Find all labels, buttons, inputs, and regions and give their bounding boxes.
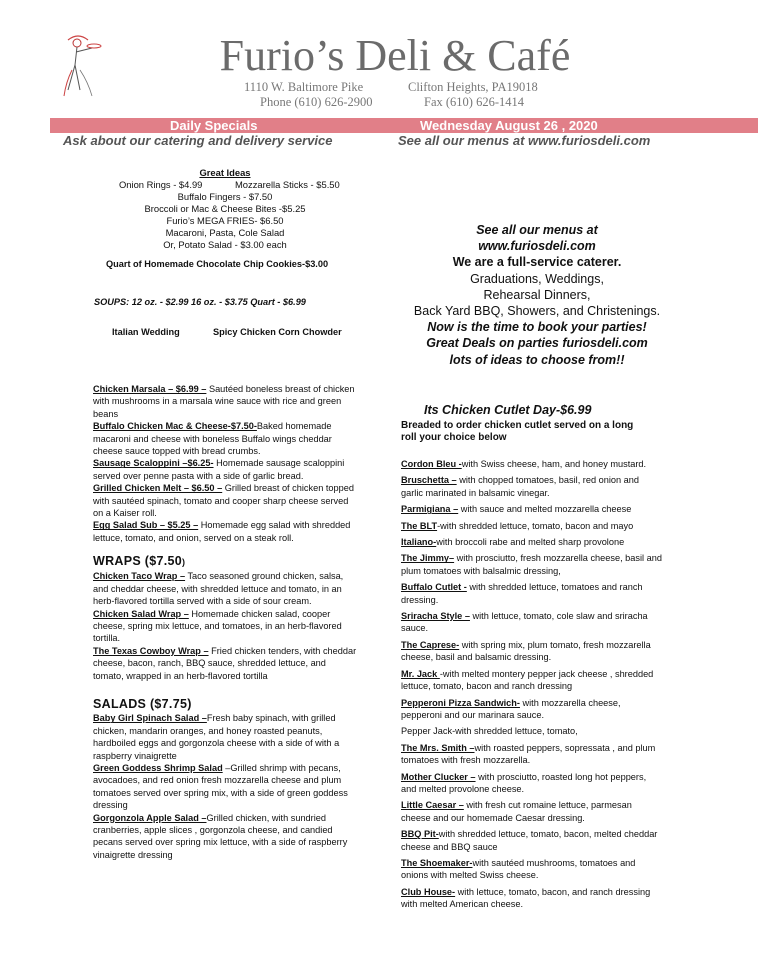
great-ideas-line: Furio’s MEGA FRIES- $6.50 <box>166 215 284 226</box>
list-item: Chicken Marsala – $6.99 – Sautéed boneless breast of chicken with mushrooms in a marsala wine sauce with rice and green beans <box>93 384 355 419</box>
list-item: Chicken Taco Wrap – Taco seasoned ground chicken, salsa, and cheddar cheese, with shredded lettuce and tomato, in an herb-flavored tortilla served with a side of sour cream. <box>93 571 344 607</box>
list-item: Chicken Salad Wrap – Homemade chicken salad, cooper cheese, spring mix lettuce, and tomatoes, in an herb-flavored tortilla. <box>93 608 342 644</box>
salads-heading: SALADS ($7.75) <box>93 697 192 711</box>
promo-line: lots of ideas to choose from!! <box>449 352 625 367</box>
specials-band <box>50 118 758 133</box>
entrees-list <box>93 383 359 544</box>
mozzarella-sticks-item: Mozzarella Sticks - $5.50 <box>235 179 340 190</box>
list-item: Bruschetta – with chopped tomatoes, basil, red onion and garlic marinated in balsamic vinegar. <box>401 475 639 498</box>
list-item: Cordon Bleu -with Swiss cheese, ham, and honey mustard. <box>401 459 647 469</box>
list-item: Green Goddess Shrimp Salad –Grilled shrimp with pecans, avocadoes, and red onion fresh mozzarella cheese and plum tomatoes served over spring mix, with a side of green goddess dressing <box>93 763 348 811</box>
wraps-section <box>93 555 359 682</box>
catering-note: Ask about our catering and delivery service <box>63 133 333 148</box>
list-item: Buffalo Cutlet - with shredded lettuce, tomatoes and ranch dressing. <box>401 582 643 605</box>
great-ideas-line: Broccoli or Mac & Cheese Bites -$5.25 <box>144 203 306 214</box>
great-ideas-line: Macaroni, Pasta, Cole Salad <box>165 227 285 238</box>
promo-line: Graduations, Weddings, <box>470 271 604 286</box>
promo-line: Now is the time to book your parties! <box>427 320 647 335</box>
salads-section <box>93 698 359 861</box>
promo-line: We are a full-service caterer. <box>452 255 622 270</box>
list-item: Italiano-with broccoli rabe and melted sharp provolone <box>401 537 625 548</box>
list-item: Little Caesar – with fresh cut romaine lettuce, parmesan cheese and our homemade Caesar dressing. <box>401 800 632 823</box>
list-item: The BLT-with shredded lettuce, tomato, bacon and mayo <box>401 520 634 531</box>
list-item: Pepperoni Pizza Sandwich- with mozzarella cheese, pepperoni and our marinara sauce. <box>401 697 621 720</box>
promo-line: Rehearsal Dinners, <box>483 287 591 302</box>
page-title: Furio’s Deli & Café <box>219 31 571 80</box>
catering-promo <box>400 222 674 368</box>
list-item: The Shoemaker-with sautéed mushrooms, tomatoes and onions with melted Swiss cheese. <box>401 857 636 881</box>
address-city: Clifton Heights, PA19018 <box>408 80 538 94</box>
promo-line: Back Yard BBQ, Showers, and Christenings. <box>413 304 661 319</box>
wraps-heading: WRAPS ($7.50) <box>93 554 186 568</box>
great-ideas-heading: Great Ideas <box>199 167 251 178</box>
list-item: Gorgonzola Apple Salad –Grilled chicken, with sundried cranberries, apple slices , gorgonzola cheese, and candied pecans served over spring mix lettuce, with a side of raspberry vinaigrette dressing <box>93 812 348 860</box>
list-item: Egg Salad Sub – $5.25 – Homemade egg salad with shredded lettuce, tomato, and onion, served on a steak roll. <box>93 520 351 543</box>
date-label: Wednesday August 26 , 2020 <box>420 118 598 133</box>
list-item: Grilled Chicken Melt – $6.50 – Grilled breast of chicken topped with sautéed spinach, tomato and cooper sharp cheese served on a Kaiser roll. <box>93 483 354 519</box>
great-ideas-line: Buffalo Fingers - $7.50 <box>177 191 273 202</box>
phone-number: Phone (610) 626-2900 <box>260 95 373 109</box>
promo-line: www.furiosdeli.com <box>478 239 596 254</box>
cutlet-options-list <box>401 458 663 915</box>
cutlet-day-subheading: Breaded to order chicken cutlet served on a long roll your choice below <box>401 420 634 443</box>
daily-specials-label: Daily Specials <box>170 118 258 133</box>
list-item: Baby Girl Spinach Salad –Fresh baby spinach, with grilled chicken, mandarin oranges, and honey roasted peanuts, hardboiled eggs and gorgonzola cheese with a side of with a raspberry vinaigrette <box>93 713 340 761</box>
soups-prices: SOUPS: 12 oz. - $2.99 16 oz. - $3.75 Quart - $6.99 <box>94 297 306 307</box>
list-item: Club House- with lettuce, tomato, bacon, and ranch dressing with melted American cheese. <box>401 886 651 910</box>
great-ideas-line: Or, Potato Salad - $3.00 each <box>163 239 287 250</box>
list-item: Buffalo Chicken Mac & Cheese-$7.50-Baked homemade macaroni and cheese with boneless Buffalo wings cheddar cheese sauce topped with bread crumbs. <box>93 421 332 457</box>
soup-corn-chowder: Spicy Chicken Corn Chowder <box>213 327 342 337</box>
list-item: Sausage Scaloppini –$6.25- Homemade sausage scaloppini served over penne pasta with a side of garlic bread. <box>93 458 345 481</box>
chef-waiter-logo-icon <box>58 30 108 100</box>
soup-italian-wedding: Italian Wedding <box>112 327 180 337</box>
list-item: Mother Clucker – with prosciutto, roasted long hot peppers, and melted provolone cheese. <box>401 771 647 794</box>
fax-number: Fax (610) 626-1414 <box>424 95 524 109</box>
list-item: Pepper Jack-with shredded lettuce, tomato, <box>401 726 578 737</box>
list-item: Parmigiana – with sauce and melted mozzarella cheese <box>401 504 632 515</box>
list-item: The Jimmy– with prosciutto, fresh mozzarella cheese, basil and plum tomatoes with balsalmic dressing, <box>401 553 662 576</box>
promo-line: See all our menus at <box>476 223 598 237</box>
promo-line: Great Deals on parties furiosdeli.com <box>426 336 648 351</box>
list-item: The Caprese- with spring mix, plum tomato, fresh mozzarella cheese, basil and balsamic dressing. <box>401 639 651 663</box>
cutlet-day-heading: Its Chicken Cutlet Day-$6.99 <box>424 403 592 417</box>
list-item: Mr. Jack -with melted montery pepper jack cheese , shredded lettuce, tomato, bacon and ranch dressing <box>401 668 654 692</box>
cookies-item: Quart of Homemade Chocolate Chip Cookies-$3.00 <box>106 259 329 269</box>
list-item: The Texas Cowboy Wrap – Fried chicken tenders, with cheddar cheese, bacon, ranch, BBQ sauce, shredded lettuce, and tomato, wrapped in an herb-flavored tortilla <box>93 645 357 681</box>
list-item: Sriracha Style – with lettuce, tomato, cole slaw and sriracha sauce. <box>401 611 648 634</box>
address-street: 1110 W. Baltimore Pike <box>244 80 364 94</box>
onion-rings-item: Onion Rings - $4.99 <box>119 179 203 190</box>
menus-link-note: See all our menus at www.furiosdeli.com <box>398 133 651 148</box>
list-item: The Mrs. Smith –with roasted peppers, sopressata , and plum tomatoes with fresh mozzarella. <box>401 742 656 766</box>
list-item: BBQ Pit-with shredded lettuce, tomato, bacon, melted cheddar cheese and BBQ sauce <box>401 829 658 852</box>
